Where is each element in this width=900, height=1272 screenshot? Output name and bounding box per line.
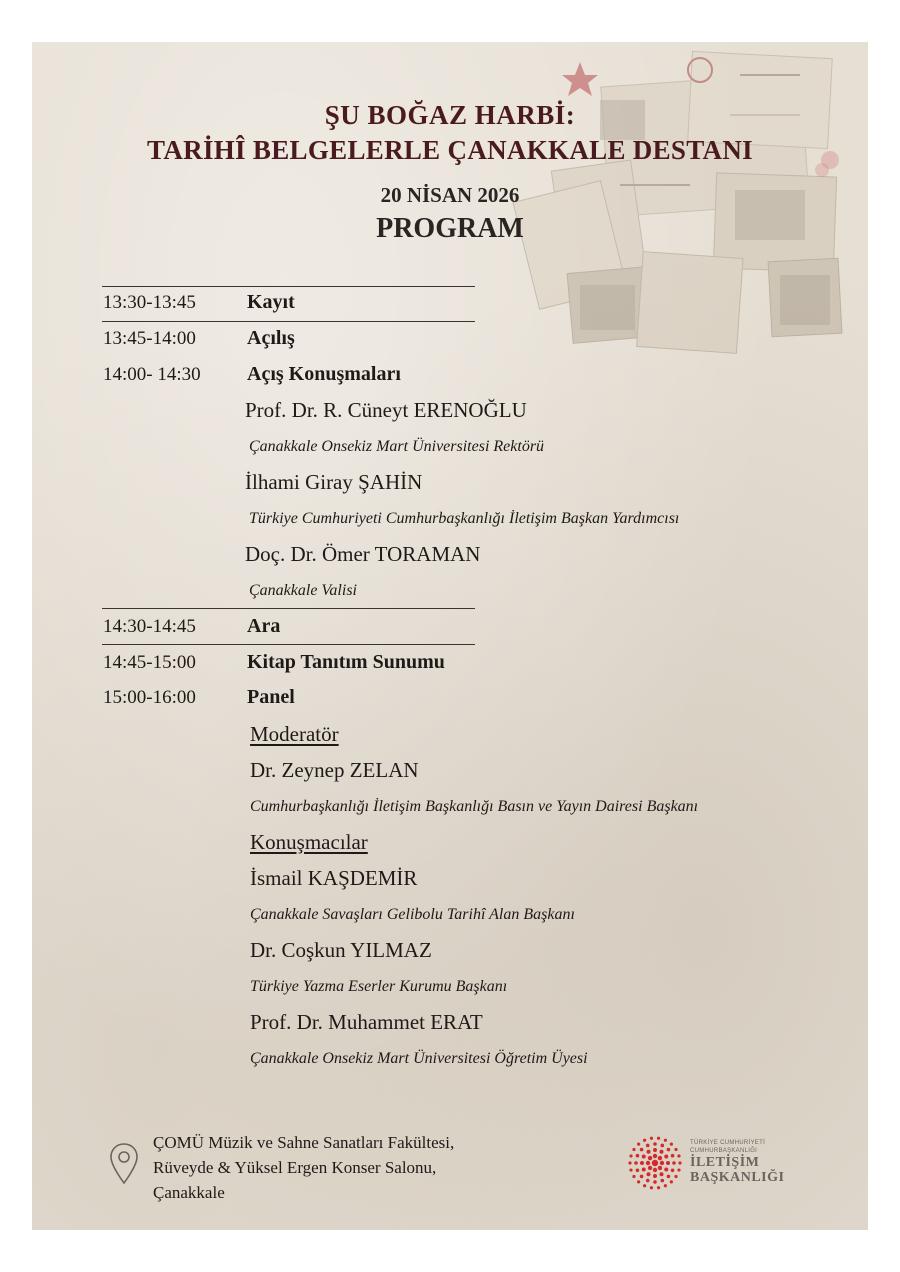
- divider: [102, 644, 475, 645]
- logo-dot: [653, 1154, 657, 1158]
- time-slot: 15:00-16:00: [103, 687, 196, 708]
- session-title: Panel: [247, 686, 295, 708]
- logo-dot: [636, 1154, 640, 1158]
- title-line-1: ŞU BOĞAZ HARBİ:: [324, 100, 576, 130]
- logo-dot: [660, 1144, 664, 1148]
- logo-dot: [667, 1148, 671, 1152]
- logo-dot: [660, 1172, 664, 1176]
- logo-dot: [674, 1175, 677, 1178]
- logo-dot: [634, 1161, 638, 1165]
- logo-dot: [646, 1161, 650, 1165]
- panel-speaker-name: İsmail KAŞDEMİR: [250, 866, 418, 890]
- logo-dot: [653, 1148, 657, 1152]
- venue-line-1: ÇOMÜ Müzik ve Sahne Sanatları Fakültesi,: [153, 1133, 455, 1152]
- session-title: Açılış: [247, 327, 295, 349]
- divider: [102, 608, 475, 609]
- moderator-label: Moderatör: [250, 722, 339, 746]
- logo-dot: [646, 1144, 650, 1148]
- session-title: Açış Konuşmaları: [247, 363, 401, 385]
- logo-dot: [672, 1161, 676, 1165]
- moderator-role: Cumhurbaşkanlığı İletişim Başkanlığı Basın ve Yayın Dairesi Başkanı: [250, 798, 699, 815]
- logo-dot: [648, 1156, 652, 1160]
- time-slot: 13:45-14:00: [103, 328, 196, 349]
- panel-speaker-name: Prof. Dr. Muhammet ERAT: [250, 1010, 483, 1034]
- logo-dot: [677, 1168, 680, 1171]
- logo-dot: [653, 1180, 657, 1184]
- logo-dot: [657, 1137, 660, 1140]
- logo-text-line-2: BAŞKANLIĞI: [690, 1170, 785, 1185]
- logo-dot: [660, 1150, 664, 1154]
- event-date: 20 NİSAN 2026: [380, 183, 520, 207]
- logo-dot: [628, 1161, 631, 1164]
- logo-dot: [653, 1168, 657, 1172]
- logo-dot: [667, 1175, 671, 1179]
- speaker-name: İlhami Giray ŞAHİN: [245, 470, 423, 494]
- speaker-role: Çanakkale Onsekiz Mart Üniversitesi Rektörü: [249, 438, 545, 455]
- logo-dot: [652, 1160, 658, 1166]
- panel-speaker-role: Türkiye Yazma Eserler Kurumu Başkanı: [250, 978, 508, 995]
- logo-dot: [653, 1142, 657, 1146]
- logo-dot: [664, 1139, 667, 1142]
- logo-dot: [664, 1168, 668, 1172]
- time-slot: 13:30-13:45: [103, 292, 196, 313]
- iletisim-baskanligi-logo: [625, 1133, 685, 1193]
- logo-dot: [660, 1179, 664, 1183]
- logo-dot: [632, 1175, 635, 1178]
- venue-line-3: Çanakkale: [153, 1183, 225, 1202]
- logo-small-line-2: CUMHURBAŞKANLIĞI: [690, 1148, 758, 1154]
- program-heading: PROGRAM: [376, 213, 524, 244]
- logo-dot: [642, 1155, 646, 1159]
- session-title: Ara: [247, 615, 281, 637]
- logo-dot: [671, 1154, 675, 1158]
- speakers-label: Konuşmacılar: [250, 830, 368, 854]
- logo-dot: [629, 1154, 632, 1157]
- logo-dot: [640, 1148, 644, 1152]
- divider: [102, 321, 475, 322]
- venue-address: [153, 1130, 454, 1205]
- logo-dot: [664, 1155, 668, 1159]
- logo-dot: [640, 1161, 644, 1165]
- logo-dot: [636, 1168, 640, 1172]
- logo-dot: [632, 1148, 635, 1151]
- logo-dot: [637, 1180, 640, 1183]
- logo-dot: [637, 1143, 640, 1146]
- time-slot: 14:00- 14:30: [103, 364, 201, 385]
- panel-speaker-name: Dr. Coşkun YILMAZ: [250, 938, 432, 962]
- logo-dot: [653, 1174, 657, 1178]
- logo-dot: [658, 1166, 662, 1170]
- logo-dot: [670, 1143, 673, 1146]
- logo-dot: [629, 1168, 632, 1171]
- panel-speaker-role: Çanakkale Savaşları Gelibolu Tarihî Alan Başkanı: [250, 906, 575, 923]
- session-title: Kayıt: [247, 291, 295, 313]
- logo-dot: [650, 1186, 653, 1189]
- logo-dot: [678, 1161, 681, 1164]
- moderator-name: Dr. Zeynep ZELAN: [250, 758, 419, 782]
- logo-dot: [674, 1148, 677, 1151]
- speaker-role: Çanakkale Valisi: [249, 582, 357, 599]
- logo-dot: [666, 1161, 670, 1165]
- logo-small-line-1: TÜRKİYE CUMHURİYETİ: [690, 1140, 766, 1146]
- logo-dot: [671, 1168, 675, 1172]
- logo-dot: [648, 1166, 652, 1170]
- logo-dot: [642, 1168, 646, 1172]
- logo-dot: [677, 1154, 680, 1157]
- logo-dot: [640, 1175, 644, 1179]
- panel-speaker-role: Çanakkale Onsekiz Mart Üniversitesi Öğretim Üyesi: [250, 1050, 588, 1067]
- title-line-2: TARİHÎ BELGELERLE ÇANAKKALE DESTANI: [147, 135, 753, 165]
- divider: [102, 286, 475, 287]
- speaker-name: Doç. Dr. Ömer TORAMAN: [245, 542, 481, 566]
- logo-dot: [643, 1184, 646, 1187]
- logo-dot: [650, 1137, 653, 1140]
- logo-dot: [664, 1184, 667, 1187]
- logo-dot: [658, 1156, 662, 1160]
- logo-dot: [643, 1139, 646, 1142]
- speaker-role: Türkiye Cumhuriyeti Cumhurbaşkanlığı İletişim Başkan Yardımcısı: [249, 510, 680, 527]
- logo-dot: [647, 1150, 651, 1154]
- logo-dot: [660, 1161, 664, 1165]
- time-slot: 14:30-14:45: [103, 616, 196, 637]
- venue-line-2: Rüveyde & Yüksel Ergen Konser Salonu,: [153, 1158, 437, 1177]
- logo-text-line-1: İLETİŞİM: [690, 1155, 760, 1170]
- logo-dot: [657, 1186, 660, 1189]
- logo-dot: [647, 1172, 651, 1176]
- session-title: Kitap Tanıtım Sunumu: [247, 651, 445, 673]
- logo-dot: [670, 1180, 673, 1183]
- location-pin-icon: [108, 1142, 140, 1186]
- logo-dot: [646, 1179, 650, 1183]
- time-slot: 14:45-15:00: [103, 652, 196, 673]
- speaker-name: Prof. Dr. R. Cüneyt ERENOĞLU: [245, 398, 527, 422]
